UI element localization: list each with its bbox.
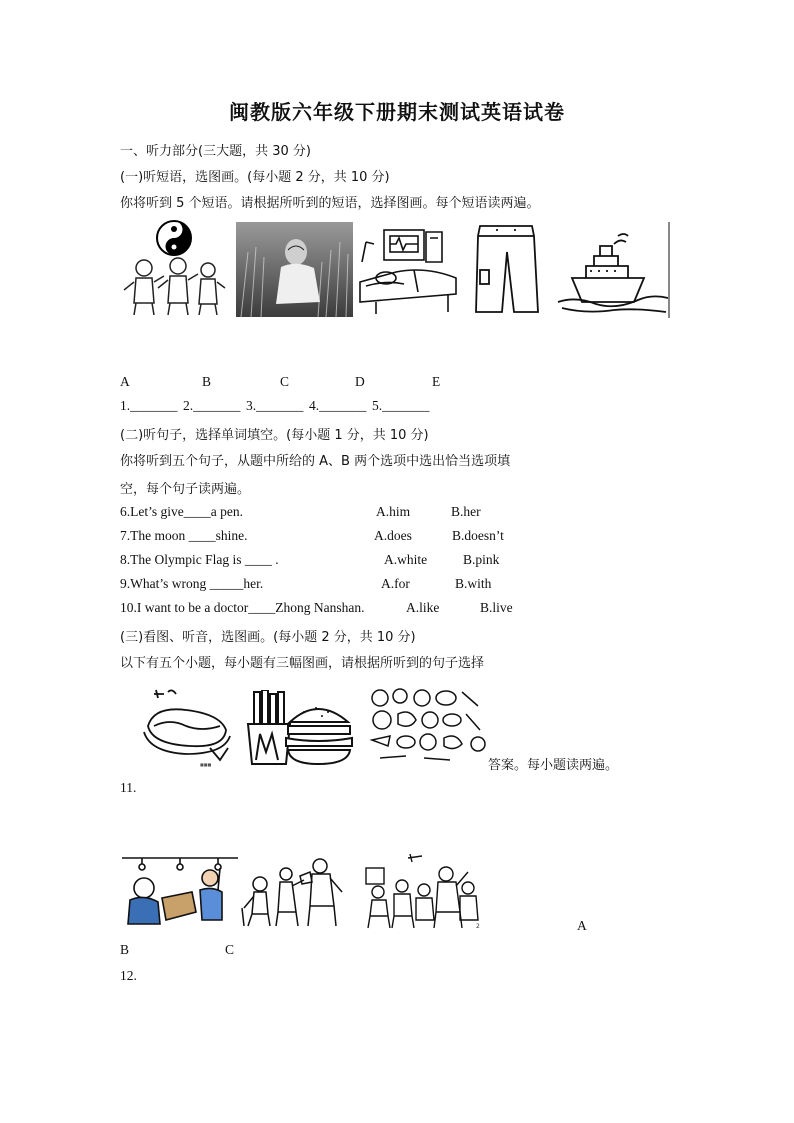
question-12-label: 12.	[120, 968, 137, 983]
helping-elderly-image	[238, 852, 348, 930]
question-10-option-b[interactable]: B.live	[480, 600, 513, 615]
hot-dog-image	[140, 686, 236, 768]
section1-letter-e: E	[432, 374, 441, 389]
answer-blank-4[interactable]: 4._______	[309, 398, 367, 413]
question-9: 9.What’s wrong _____her.	[120, 576, 264, 591]
trousers-image	[468, 222, 544, 316]
question-10-option-a[interactable]: A.like	[406, 600, 440, 615]
question-8-option-a[interactable]: A.white	[384, 552, 428, 567]
question-9-option-a[interactable]: A.for	[381, 576, 410, 591]
section1-heading: (一)听短语，选图画。(每小题 2 分，共 10 分)	[120, 170, 390, 185]
section2-heading: (二)听句子，选择单词填空。(每小题 1 分，共 10 分)	[120, 428, 429, 443]
question-6-option-a[interactable]: A.him	[376, 504, 411, 519]
question-11-letter-b: B	[120, 942, 130, 957]
section2-instruction-line2: 空，每个句子读两遍。	[120, 482, 251, 497]
taichi-people-image	[122, 218, 226, 318]
question-7-option-b[interactable]: B.doesn’t	[452, 528, 504, 543]
page-title: 闽教版六年级下册期末测试英语试卷	[229, 100, 565, 124]
crowded-bus-image	[364, 850, 484, 930]
section1-letter-d: D	[355, 374, 365, 389]
fries-and-burger-image	[244, 690, 354, 766]
question-8: 8.The Olympic Flag is ____ .	[120, 552, 279, 567]
answer-blank-1[interactable]: 1._______	[120, 398, 178, 413]
vegetables-image	[366, 686, 488, 764]
question-6-option-b[interactable]: B.her	[451, 504, 481, 519]
ship-image	[556, 222, 672, 318]
section3-instruction: 以下有五个小题，每小题有三幅图画，请根据所听到的句子选择	[120, 656, 485, 671]
answer-blank-3[interactable]: 3._______	[246, 398, 304, 413]
part1-heading: 一、听力部分(三大题，共 30 分)	[120, 144, 311, 159]
section1-letter-c: C	[280, 374, 290, 389]
svg-text:2: 2	[476, 923, 480, 930]
section2-instruction-line1: 你将听到五个句子，从题中所给的 A、B 两个选项中选出恰当选项填	[120, 454, 511, 469]
section3-instruction-tail: 答案。每小题读两遍。	[488, 758, 619, 773]
section1-letter-b: B	[202, 374, 212, 389]
svg-text:■■■: ■■■	[200, 762, 212, 767]
question-7: 7.The moon ____shine.	[120, 528, 248, 543]
section3-heading: (三)看图、听音，选图画。(每小题 2 分，共 10 分)	[120, 630, 416, 645]
answer-blank-5[interactable]: 5._______	[372, 398, 430, 413]
hospital-bed-image	[356, 222, 462, 316]
question-9-option-b[interactable]: B.with	[455, 576, 492, 591]
answer-blank-2[interactable]: 2._______	[183, 398, 241, 413]
section1-letter-a: A	[120, 374, 130, 389]
question-11-letter-a: A	[577, 918, 587, 933]
giving-seat-on-bus-image	[122, 854, 238, 930]
question-6: 6.Let’s give____a pen.	[120, 504, 243, 519]
question-7-option-a[interactable]: A.does	[374, 528, 412, 543]
farmer-in-rice-field-image	[236, 222, 353, 317]
question-11-letter-c: C	[225, 942, 235, 957]
section1-instruction: 你将听到 5 个短语。请根据所听到的短语，选择图画。每个短语读两遍。	[120, 196, 540, 211]
question-10: 10.I want to be a doctor____Zhong Nanshan.	[120, 600, 365, 615]
question-8-option-b[interactable]: B.pink	[463, 552, 500, 567]
question-11-label: 11.	[120, 780, 137, 795]
